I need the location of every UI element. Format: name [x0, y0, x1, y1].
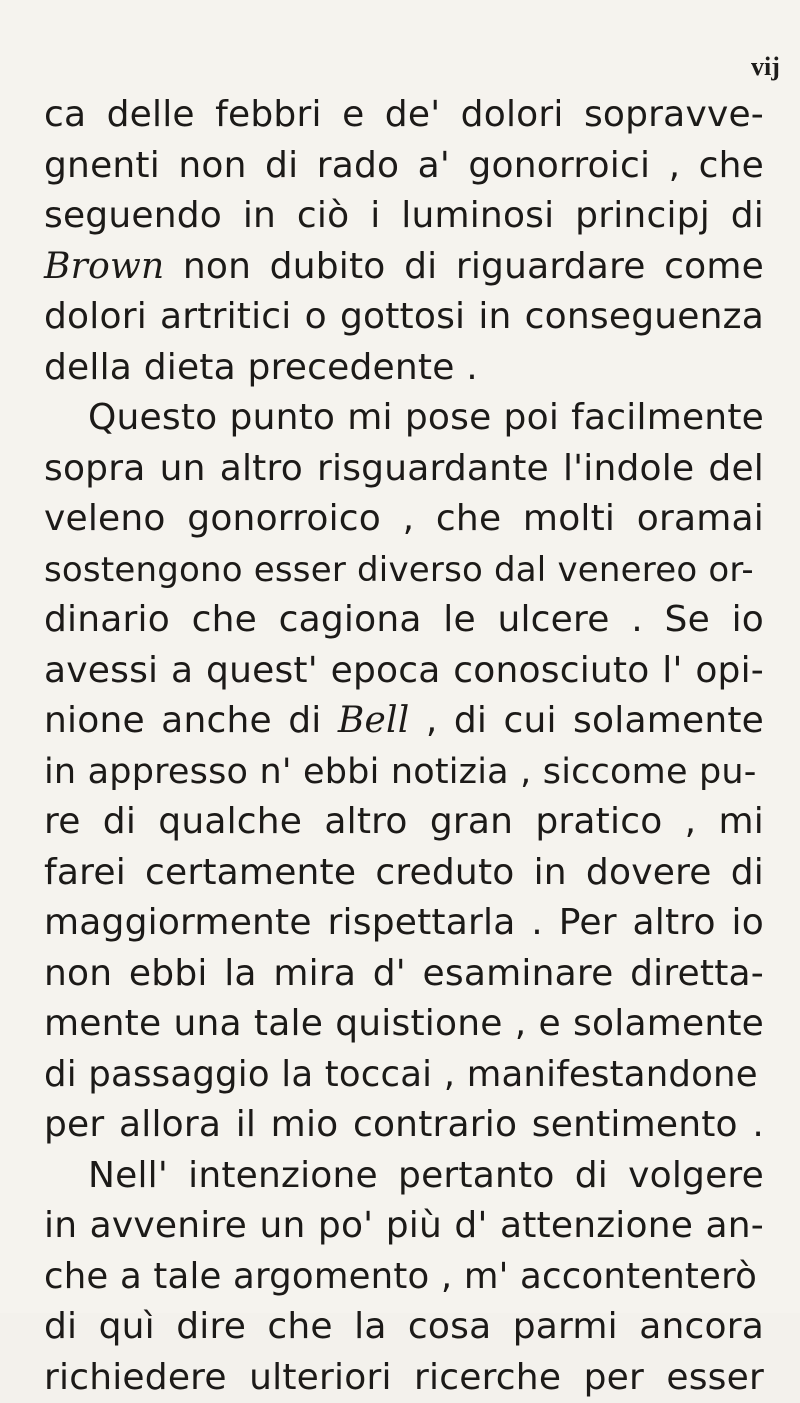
text-line [44, 545, 764, 596]
text-line-content: ca delle febbri e de' dolori sopravve- [44, 94, 764, 135]
text-line [44, 1151, 764, 1202]
text-line-content: gnenti non di rado a' gonorroici , che [44, 145, 764, 186]
page-number: vij [751, 52, 780, 82]
text-line-content: sopra un altro risguardante l'indole del [44, 448, 764, 489]
text-line [44, 1252, 764, 1303]
text-line [44, 191, 764, 242]
text-line-content: dinario che cagiona le ulcere . Se io [44, 599, 764, 640]
text-line [44, 1302, 764, 1353]
text-line-content: veleno gonorroico , che molti oramai [44, 498, 764, 539]
text-line-content: di quì dire che la cosa parmi ancora [44, 1306, 764, 1347]
text-line-content: richiedere ulteriori ricerche per esser [44, 1357, 764, 1398]
text-line-content: in avvenire un po' più d' attenzione an- [44, 1205, 764, 1246]
text-line-content: dolori artritici o gottosi in conseguenza [44, 296, 764, 337]
text-line [44, 292, 764, 343]
text-line-content: re di qualche altro gran pratico , mi [44, 801, 764, 842]
text-line [44, 747, 764, 798]
text-line [44, 595, 764, 646]
text-line [44, 1100, 764, 1151]
text-line-content: in appresso n' ebbi notizia , siccome pu- [44, 752, 757, 792]
text-line-content: avessi a quest' epoca conosciuto l' opi- [44, 650, 764, 691]
text-line-content: Nell' intenzione pertanto di volgere [88, 1155, 764, 1196]
text-line [44, 141, 764, 192]
text-line-content: sostengono esser diverso dal venereo or- [44, 550, 754, 590]
text-line-content: per allora il mio contrario sentimento . [44, 1104, 764, 1145]
text-line [44, 949, 764, 1000]
text-line [44, 898, 764, 949]
text-line-content: di passaggio la toccai , manifestandone [44, 1054, 758, 1095]
text-line [44, 1353, 764, 1403]
text-line-content: Brown non dubito di riguardare come [44, 246, 764, 287]
text-line-content: della dieta precedente . [44, 347, 478, 388]
text-line-content: farei certamente creduto in dovere di [44, 852, 764, 893]
text-line [44, 696, 764, 747]
text-line [44, 444, 764, 495]
text-line [44, 1201, 764, 1252]
text-line-content: non ebbi la mira d' esaminare diretta- [44, 953, 764, 994]
text-line [44, 797, 764, 848]
text-line-content: nione anche di Bell , di cui solamente [44, 700, 764, 741]
text-line [44, 90, 764, 141]
text-line-content: mente una tale quistione , e solamente [44, 1003, 764, 1044]
text-line-content: che a tale argomento , m' accontenterò [44, 1256, 757, 1297]
text-line [44, 646, 764, 697]
text-line [44, 999, 764, 1050]
text-line-content: Questo punto mi pose poi facilmente [88, 397, 764, 438]
text-line-content: seguendo in ciò i luminosi principj di [44, 195, 764, 236]
text-line-content: maggiormente rispettarla . Per altro io [44, 902, 764, 943]
text-line [44, 242, 764, 293]
text-line [44, 343, 764, 394]
text-line [44, 494, 764, 545]
body-text [44, 90, 764, 1403]
text-line [44, 393, 764, 444]
text-line [44, 848, 764, 899]
text-line [44, 1050, 764, 1101]
